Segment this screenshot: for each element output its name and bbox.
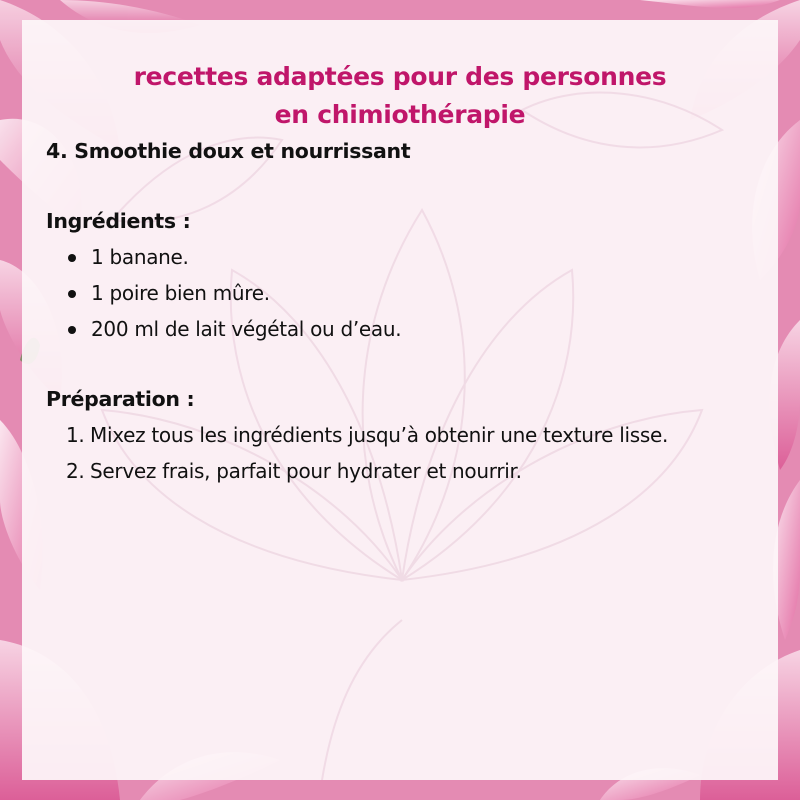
bullet-icon (68, 290, 76, 298)
recipe-content (46, 133, 766, 489)
list-item (66, 311, 766, 347)
step-text: Mixez tous les ingrédients jusqu’à obtenir une texture lisse. (90, 423, 669, 447)
list-item (66, 417, 766, 453)
ingredient-text: 1 poire bien mûre. (91, 281, 270, 305)
ingredients-list (46, 239, 766, 347)
recipe-title: 4. Smoothie doux et nourrissant (46, 139, 411, 163)
step-number: 2. (66, 459, 85, 483)
bullet-icon (68, 254, 76, 262)
step-number: 1. (66, 423, 85, 447)
preparation-steps (46, 417, 766, 489)
page-title (22, 58, 778, 134)
list-item (66, 239, 766, 275)
content-panel (22, 20, 778, 780)
ingredient-text: 1 banane. (91, 245, 189, 269)
ingredient-text: 200 ml de lait végétal ou d’eau. (91, 317, 402, 341)
list-item (66, 453, 766, 489)
title-line-1: recettes adaptées pour des personnes (133, 62, 667, 91)
list-item (66, 275, 766, 311)
ingredients-heading: Ingrédients : (46, 209, 191, 233)
title-line-2: en chimiothérapie (274, 100, 526, 129)
bullet-icon (68, 326, 76, 334)
step-text: Servez frais, parfait pour hydrater et nourrir. (90, 459, 522, 483)
preparation-heading: Préparation : (46, 387, 195, 411)
